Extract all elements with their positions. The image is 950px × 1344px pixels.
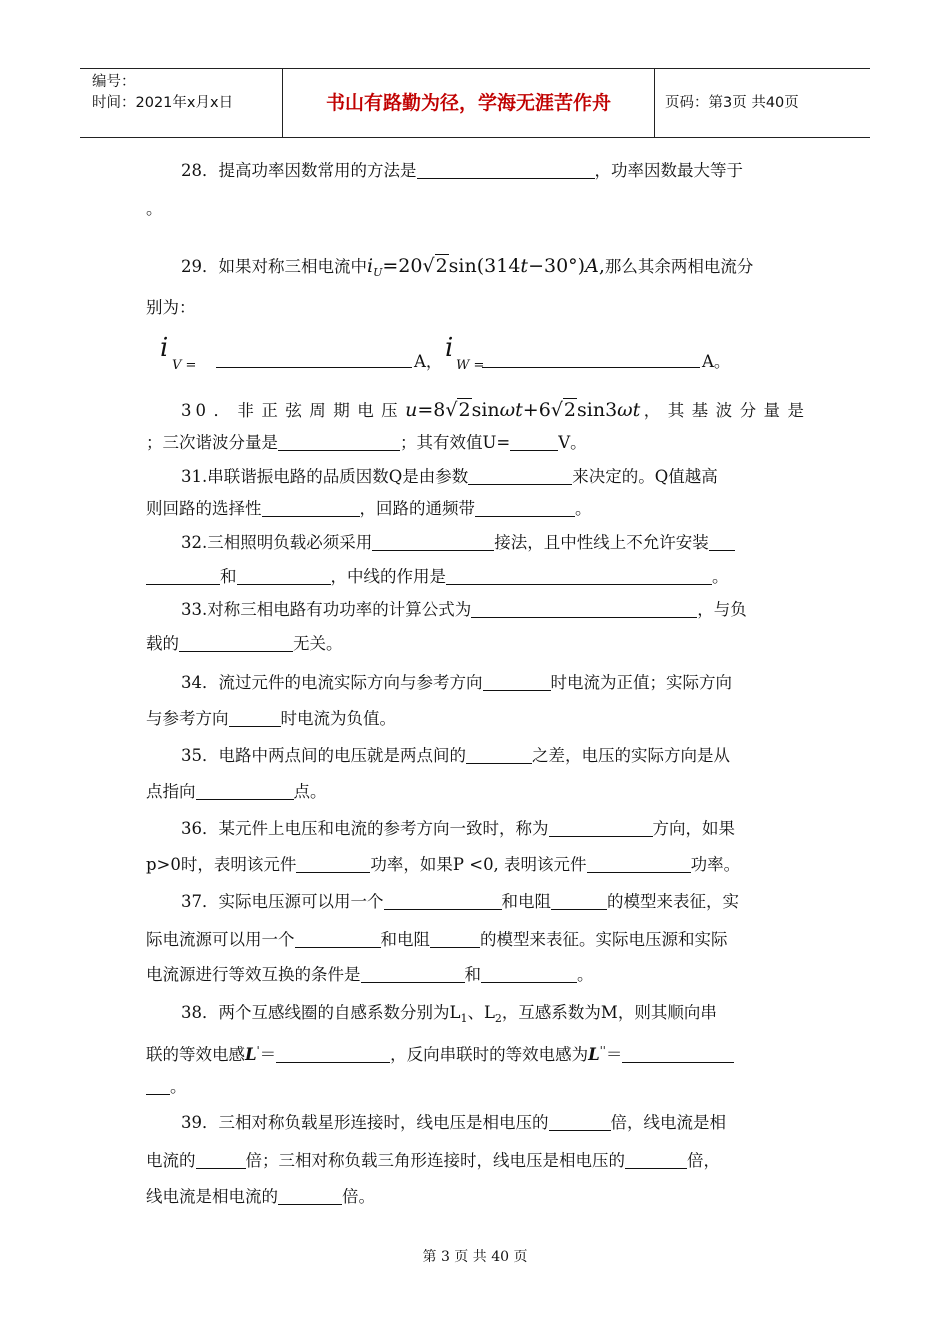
answer-blank[interactable] [417, 162, 595, 179]
answer-blank[interactable] [278, 1188, 342, 1205]
answer-blank[interactable] [475, 500, 575, 517]
header-motto: 书山有路勤为径，学海无涯苦作舟 [283, 69, 655, 137]
header-page-label: 页码：第3页 共40页 [665, 95, 799, 111]
q30-line1: 30．非正弦周期电压u=8√2sinωt+6√2sin3ωt，其基波分量是 [181, 399, 809, 421]
answer-blank[interactable] [372, 534, 494, 551]
answer-blank[interactable] [510, 434, 558, 451]
answer-blank[interactable] [471, 601, 697, 618]
q29-formula: $i_U=20√2\sin(314t-30^\circ)A$, [367, 255, 605, 279]
q28-line1: 28．提高功率因数常用的方法是 ，功率因数最大等于 [181, 161, 743, 180]
answer-blank[interactable] [196, 1152, 246, 1169]
q32-line2: 和 ，中线的作用是 。 [146, 566, 808, 588]
q34-line2: 与参考方向 时电流为负值。 [146, 709, 396, 728]
answer-blank[interactable] [146, 568, 220, 585]
answer-blank[interactable] [549, 1114, 611, 1131]
answer-blank[interactable] [361, 966, 465, 983]
answer-blank[interactable] [262, 500, 360, 517]
answer-blank[interactable] [276, 1046, 390, 1063]
answer-blank[interactable] [468, 468, 572, 485]
answer-blank[interactable] [466, 747, 532, 764]
answer-blank[interactable] [430, 931, 480, 948]
q29-line3: i V = A， i W = A。 [160, 333, 731, 373]
answer-blank[interactable] [625, 1152, 687, 1169]
q28-line2: 。 [146, 199, 163, 218]
q37-line2: 际电流源可以用一个 和电阻 的模型来表征。实际电压源和实际 [146, 930, 728, 949]
number-label: 编号： [92, 74, 136, 90]
q36-line1: 36．某元件上电压和电流的参考方向一致时，称为 方向，如果 [181, 819, 735, 838]
q39-line3: 线电流是相电流的 倍。 [146, 1187, 375, 1206]
q39-line1: 39．三相对称负载星形连接时，线电压是相电压的 倍，线电流是相 [181, 1113, 726, 1132]
answer-blank[interactable] [709, 534, 735, 551]
q31-line1: 31.串联谐振电路的品质因数Q是由参数 来决定的。Q值越高 [181, 467, 718, 486]
q34-line1: 34．流过元件的电流实际方向与参考方向 时电流为正值；实际方向 [181, 673, 732, 692]
answer-blank[interactable] [622, 1046, 734, 1063]
page-header [80, 68, 870, 138]
answer-blank[interactable] [482, 351, 700, 368]
q33-line2: 载的 无关。 [146, 634, 343, 653]
q36-line2: p>0时，表明该元件 功率，如果P <0, 表明该元件 功率。 [146, 855, 741, 874]
answer-blank[interactable] [446, 568, 712, 585]
time-label: 时间：2021年x月x日 [92, 95, 234, 111]
answer-blank[interactable] [237, 568, 331, 585]
q33-line1: 33.对称三相电路有功功率的计算公式为 ，与负 [181, 600, 747, 619]
answer-blank[interactable] [196, 783, 294, 800]
q30-line2: ；三次谐波分量是 ；其有效值U= V。 [146, 433, 587, 452]
q37-line1: 37．实际电压源可以用一个 和电阻 的模型来表征，实 [181, 892, 739, 911]
q30-formula: u=8√2sinωt+6√2sin3ωt [405, 399, 641, 421]
q31-line2: 则回路的选择性 ，回路的通频带 。 [146, 499, 592, 518]
q38-line1: 38．两个互感线圈的自感系数分别为$L_1$、$L_2$，互感系数为M，则其顺向串 [181, 1003, 717, 1025]
answer-blank[interactable] [229, 710, 281, 727]
answer-blank[interactable] [179, 635, 293, 652]
answer-blank[interactable] [481, 966, 577, 983]
answer-blank[interactable] [296, 856, 370, 873]
q35-line2: 点指向 点。 [146, 782, 327, 801]
answer-blank[interactable] [587, 856, 691, 873]
answer-blank[interactable] [216, 351, 412, 368]
q38-line2: 联的等效电感L'＝ ，反向串联时的等效电感为L''＝ [146, 1040, 808, 1066]
answer-blank[interactable] [278, 434, 400, 451]
q37-line3: 电流源进行等效互换的条件是 和 。 [146, 965, 594, 984]
q35-line1: 35．电路中两点间的电压就是两点间的 之差，电压的实际方向是从 [181, 746, 730, 765]
answer-blank[interactable] [549, 820, 653, 837]
q38-line3: 。 [146, 1076, 808, 1098]
answer-blank[interactable] [483, 674, 551, 691]
answer-blank[interactable] [146, 1078, 170, 1095]
q29-line2: 别为： [146, 298, 196, 317]
q32-line1: 32.三相照明负载必须采用 接法，且中性线上不允许安装 [181, 532, 808, 554]
q39-line2: 电流的 倍；三相对称负载三角形连接时，线电压是相电压的 倍， [146, 1151, 720, 1170]
answer-blank[interactable] [295, 931, 381, 948]
page-footer: 第 3 页 共 40 页 [422, 1249, 528, 1265]
q29-line1: 29．如果对称三相电流中$i_U=20√2\sin(314t-30^\circ)A$,那么其余两相电流分 [181, 255, 754, 279]
header-info [80, 69, 283, 137]
answer-blank[interactable] [384, 893, 502, 910]
answer-blank[interactable] [551, 893, 607, 910]
